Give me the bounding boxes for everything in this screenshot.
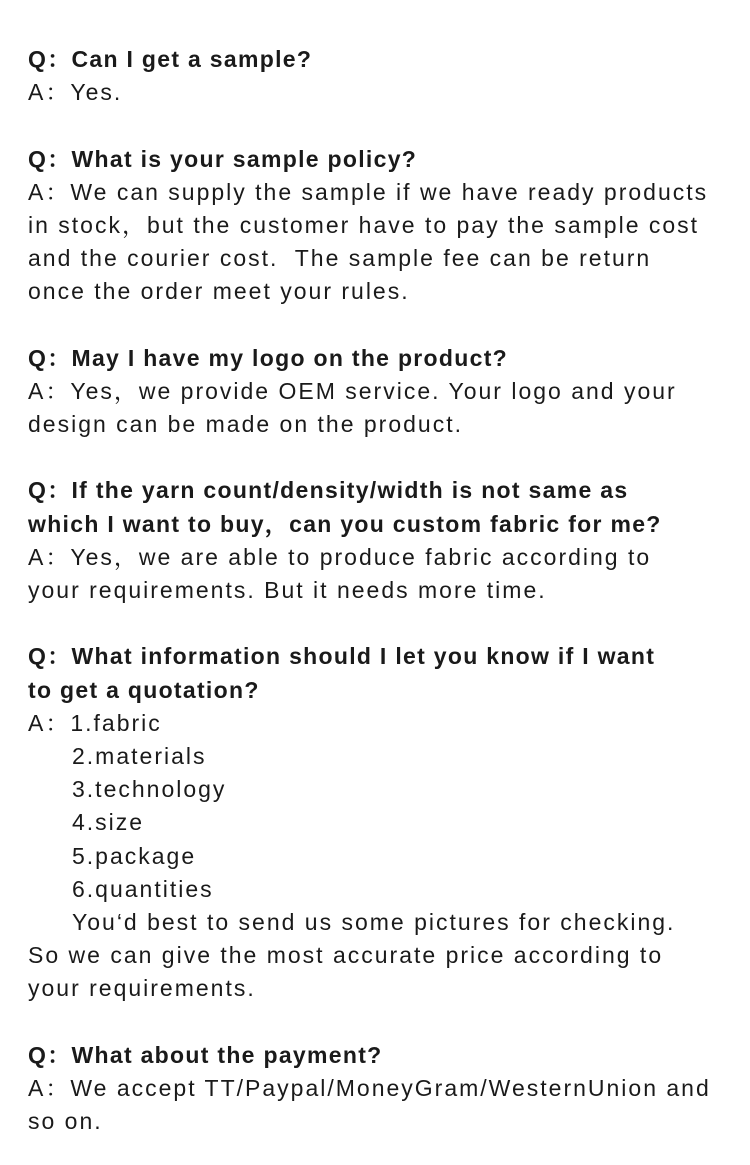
faq-item: [28, 43, 744, 109]
faq-answer: So we can give the most accurate price according to: [28, 942, 664, 969]
faq-answer-list-item: 2.materials: [72, 742, 207, 769]
faq-question: Q：What is your sample policy?: [28, 145, 418, 172]
faq-question: which I want to buy，can you custom fabric for me?: [28, 510, 662, 537]
faq-answer-list-item: 5.package: [72, 842, 197, 869]
faq-spacer: [28, 309, 744, 342]
faq-answer: your requirements. But it needs more time.: [28, 577, 547, 603]
faq-question: to get a quotation?: [28, 676, 260, 703]
faq-question: Q：Can I get a sample?: [28, 46, 313, 72]
faq-answer-list-item: 6.quantities: [72, 875, 214, 902]
faq-spacer: [28, 109, 744, 142]
faq-answer: A：We accept TT/Paypal/MoneyGram/WesternUnion and: [28, 1074, 711, 1101]
faq-answer: A：1.fabric: [28, 709, 162, 736]
faq-question: Q：What about the payment?: [28, 1041, 383, 1068]
faq-answer: once the order meet your rules.: [28, 278, 410, 305]
faq-answer: A：Yes，we are able to produce fabric according to: [28, 543, 652, 570]
faq-answer: A：Yes.: [28, 79, 123, 106]
faq-item: [28, 640, 744, 1005]
faq-answer: A：Yes，we provide OEM service. Your logo and your: [28, 377, 677, 404]
faq-answer: so on.: [28, 1108, 103, 1134]
faq-answer: in stock，but the customer have to pay the sample cost: [28, 211, 700, 238]
faq-item: [28, 143, 744, 309]
faq-answer-list-item: 3.technology: [72, 776, 227, 803]
faq-question: Q：If the yarn count/density/width is not same as: [28, 477, 629, 504]
faq-answer: design can be made on the product.: [28, 411, 463, 438]
faq-answer: and the courier cost. The sample fee can be return: [28, 245, 652, 272]
faq-answer-note: You‘d best to send us some pictures for checking.: [72, 908, 676, 935]
faq-spacer: [28, 1005, 744, 1038]
faq-spacer: [28, 441, 744, 474]
faq-answer: A：We can supply the sample if we have ready products: [28, 178, 709, 205]
faq-list: [28, 43, 744, 1138]
faq-answer-list-item: 4.size: [72, 809, 145, 836]
faq-item: [28, 1039, 744, 1139]
faq-item: [28, 474, 744, 607]
faq-item: [28, 342, 744, 442]
faq-spacer: [28, 607, 744, 640]
faq-question: Q：What information should I let you know if I want: [28, 643, 656, 670]
faq-question: Q：May I have my logo on the product?: [28, 344, 509, 371]
faq-answer: your requirements.: [28, 975, 256, 1002]
